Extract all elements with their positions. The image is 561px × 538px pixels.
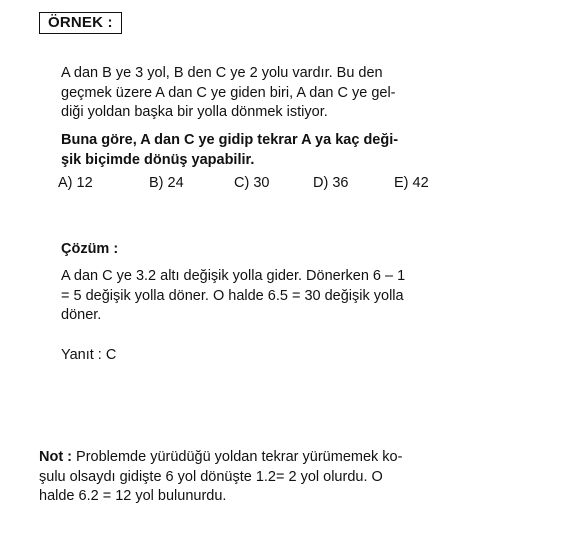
option-c: C) 30 [234, 175, 270, 191]
note-label: Not : [39, 449, 73, 465]
option-a: A) 12 [58, 175, 93, 191]
question-text [61, 131, 496, 170]
note-line-first [39, 448, 494, 468]
option-b: B) 24 [149, 175, 184, 191]
solution-line: döner. [61, 307, 102, 323]
question-line: şik biçimde dönüş yapabilir. [61, 151, 255, 168]
note-line: halde 6.2 = 12 yol bulunurdu. [39, 488, 227, 504]
option-d: D) 36 [313, 175, 349, 191]
solution-line: = 5 değişik yolla döner. O halde 6.5 = 30 değişik yolla [61, 287, 404, 304]
problem-line: diği yoldan başka bir yolla dönmek istiyor. [61, 104, 328, 120]
question-line: Buna göre, A dan C ye gidip tekrar A ya kaç deği- [61, 132, 399, 148]
problem-line: geçmek üzere A dan C ye giden biri, A dan C ye gel- [61, 84, 396, 101]
answer-text: Yanıt : C [61, 347, 117, 363]
note-block [39, 448, 494, 507]
solution-heading: Çözüm : [61, 241, 119, 257]
solution-text [61, 267, 496, 326]
solution-line: A dan C ye 3.2 altı değişik yolla gider. Dönerken 6 – 1 [61, 268, 406, 284]
problem-statement [61, 64, 496, 123]
example-label: ÖRNEK : [39, 12, 122, 34]
note-line: şulu olsaydı gidişte 6 yol dönüşte 1.2= 2 yol olurdu. O [39, 468, 383, 485]
note-line: Problemde yürüdüğü yoldan tekrar yürümemek ko- [72, 449, 403, 465]
option-e: E) 42 [394, 175, 429, 191]
problem-line: A dan B ye 3 yol, B den C ye 2 yolu vardır. Bu den [61, 65, 383, 81]
